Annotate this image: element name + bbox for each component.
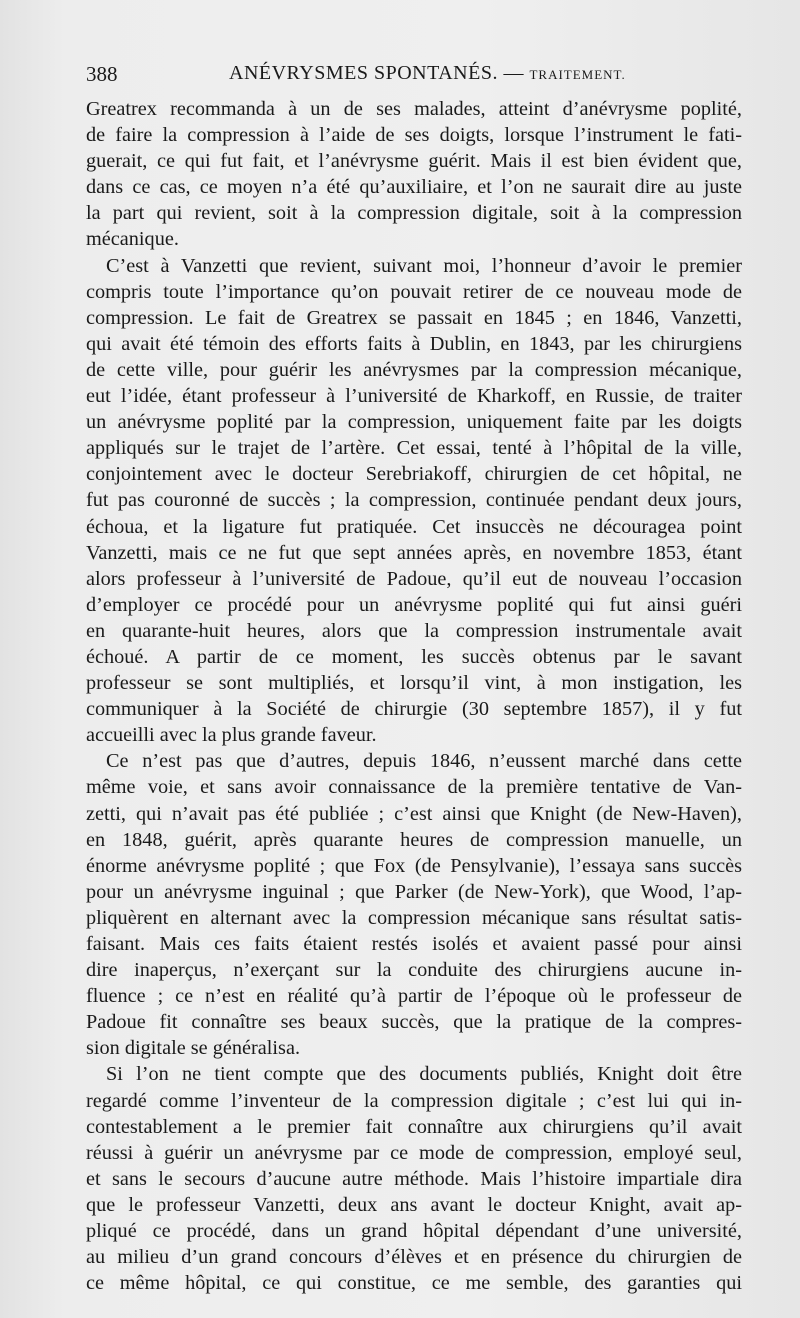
- text-line: et sans le secours d’aucune autre méthode. Mais l’histoire impartiale dira: [86, 1167, 742, 1190]
- text-line: pour un anévrysme inguinal ; que Parker (de New-York), que Wood, l’ap-: [86, 880, 742, 903]
- text-line: mécanique.: [86, 228, 179, 251]
- header-title: ANÉVRYSMES SPONTANÉS.: [229, 62, 498, 84]
- text-line: de faire la compression à l’aide de ses doigts, lorsque l’instrument le fati-: [86, 124, 742, 147]
- text-line: C’est à Vanzetti que revient, suivant moi, l’honneur d’avoir le premier: [106, 254, 742, 277]
- text-line: échoué. A partir de ce moment, les succès obtenus par le savant: [86, 645, 742, 668]
- running-title: [229, 62, 626, 85]
- text-line: compris toute l’importance qu’on pouvait retirer de ce nouveau mode de: [86, 280, 742, 303]
- text-line: guerait, ce qui fut fait, et l’anévrysme guérit. Mais il est bien évident que,: [86, 150, 742, 173]
- text-line: pliqué ce procédé, dans un grand hôpital dépendant d’une université,: [86, 1220, 742, 1243]
- text-line: en 1848, guérit, après quarante heures de compression manuelle, un: [86, 828, 742, 851]
- header-section: TRAITEMENT.: [529, 67, 626, 82]
- text-line: énorme anévrysme poplité ; que Fox (de Pensylvanie), l’essaya sans succès: [86, 854, 742, 877]
- text-line: appliqués sur le trajet de l’artère. Cet essai, tenté à l’hôpital de la ville,: [86, 437, 742, 460]
- text-line: dans ce cas, ce moyen n’a été qu’auxiliaire, et l’on ne saurait dire au juste: [86, 176, 742, 199]
- text-line: la part qui revient, soit à la compression digitale, soit à la compression: [86, 202, 742, 225]
- text-line: accueilli avec la plus grande faveur.: [86, 724, 377, 747]
- text-line: de cette ville, pour guérir les anévrysmes par la compression mécanique,: [86, 358, 742, 381]
- text-line: Greatrex recommanda à un de ses malades, atteint d’anévrysme poplité,: [86, 98, 742, 120]
- text-line: compression. Le fait de Greatrex se passait en 1845 ; en 1846, Vanzetti,: [86, 306, 742, 329]
- text-line: que le professeur Vanzetti, deux ans avant le docteur Knight, avait ap-: [86, 1193, 742, 1216]
- text-line: Padoue fit connaître ses beaux succès, que la pratique de la compres-: [86, 1011, 742, 1034]
- text-line: zetti, qui n’avait pas été publiée ; c’est ainsi que Knight (de New-Haven),: [86, 802, 742, 825]
- text-line: échoua, et la ligature fut pratiquée. Cet insuccès ne découragea point: [86, 515, 742, 538]
- text-line: fut pas couronné de succès ; la compression, continuée pendant deux jours,: [86, 489, 742, 512]
- text-line: pliquèrent en alternant avec la compression mécanique sans résultat satis-: [86, 906, 742, 929]
- text-line: contestablement a le premier fait connaître aux chirurgiens qu’il avait: [86, 1115, 742, 1138]
- text-line: même voie, et sans avoir connaissance de la première tentative de Van-: [86, 776, 742, 799]
- text-line: réussi à guérir un anévrysme par ce mode de compression, employé seul,: [86, 1141, 742, 1164]
- text-line: ce même hôpital, ce qui constitue, ce me semble, des garanties qui: [86, 1272, 742, 1295]
- text-line: Vanzetti, mais ce ne fut que sept années après, en novembre 1853, étant: [86, 541, 742, 564]
- text-line: au milieu d’un grand concours d’élèves et en présence du chirurgien de: [86, 1246, 742, 1269]
- text-line: regardé comme l’inventeur de la compression digitale ; c’est lui qui in-: [86, 1089, 742, 1112]
- body-text: [86, 96, 742, 1296]
- text-line: communiquer à la Société de chirurgie (30 septembre 1857), il y fut: [86, 698, 742, 721]
- text-line: eut l’idée, étant professeur à l’université de Kharkoff, en Russie, de traiter: [86, 385, 742, 408]
- text-line: en quarante-huit heures, alors que la compression instrumentale avait: [86, 619, 742, 642]
- text-line: conjointement avec le docteur Serebriakoff, chirurgien de cet hôpital, ne: [86, 463, 742, 486]
- text-line: sion digitale se généralisa.: [86, 1037, 301, 1060]
- text-line: d’employer ce procédé pour un anévrysme poplité qui fut ainsi guéri: [86, 593, 742, 616]
- page-number: 388: [86, 62, 118, 86]
- text-line: dire inaperçus, n’exerçant sur la conduite des chirurgiens aucune in-: [86, 959, 742, 982]
- text-line: fluence ; ce n’est en réalité qu’à partir de l’époque où le professeur de: [86, 985, 742, 1008]
- text-line: un anévrysme poplité par la compression, uniquement faite par les doigts: [86, 411, 742, 434]
- text-line: alors professeur à l’université de Padoue, qu’il eut de nouveau l’occasion: [86, 567, 742, 590]
- text-line: qui avait été témoin des efforts faits à Dublin, en 1843, par les chirurgiens: [86, 332, 742, 355]
- text-line: professeur se sont multipliés, et lorsqu’il vint, à mon instigation, les: [86, 672, 742, 695]
- text-line: faisant. Mais ces faits étaient restés isolés et avaient passé pour ainsi: [86, 933, 742, 955]
- text-line: Ce n’est pas que d’autres, depuis 1846, n’eussent marché dans cette: [106, 750, 742, 773]
- header-dash: —: [497, 62, 530, 84]
- text-line: Si l’on ne tient compte que des documents publiés, Knight doit être: [106, 1063, 742, 1086]
- running-header: [86, 62, 726, 90]
